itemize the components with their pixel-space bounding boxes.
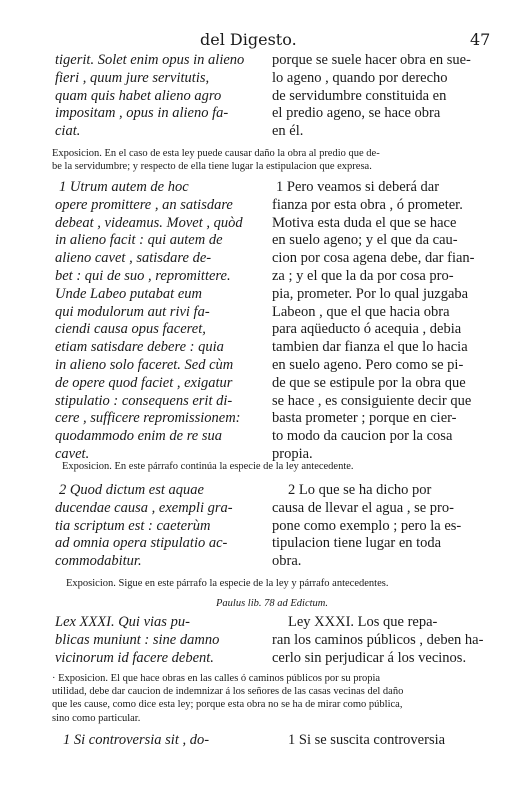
latin-text-block-4	[55, 614, 263, 667]
text-line: 2 Quod dictum est aquae	[59, 482, 204, 498]
text-line: Unde Labeo putabat eum	[55, 285, 202, 302]
exposicion-note-1	[52, 147, 492, 173]
text-line: en suelo ageno. Pero como se pi-	[272, 356, 464, 373]
latin-text-block-1	[55, 52, 263, 141]
text-line: pone como exemplo ; pero la es-	[272, 517, 462, 534]
text-line: ad omnia opera stipulatio ac-	[55, 535, 228, 552]
text-line: debeat , videamus. Movet , quòd	[55, 214, 243, 231]
text-line: 1 Pero veamos si deberá dar	[276, 179, 440, 195]
spanish-text-block-3	[272, 482, 490, 571]
latin-text-block-3	[55, 482, 263, 571]
text-line: blicas muniunt : sine damno	[55, 631, 220, 648]
text-line: etiam satisdare debere : quia	[55, 339, 224, 356]
text-line: porque se suele hacer obra en sue-	[272, 52, 471, 68]
running-header: del Digesto.	[200, 30, 297, 49]
note-line: · Exposicion. El que hace obras en las calles ó caminos públicos por su propia	[52, 673, 381, 684]
text-line: in alieno facit : qui autem de	[55, 232, 223, 249]
text-line: cavet.	[55, 445, 90, 462]
text-line: tipulacion tiene lugar en toda	[272, 535, 442, 552]
text-line: ducendae causa , exempli gra-	[55, 499, 233, 516]
note-line: Exposicion. Sigue en este párrafo la especie de la ley y párrafo antecedentes.	[66, 578, 389, 589]
text-line: 1 Si se suscita controversia	[288, 732, 446, 748]
text-line: cerlo sin perjudicar á los vecinos.	[272, 649, 467, 666]
note-line: que les cause, como dice esta ley; porque esta obra no se ha de mirar como pública,	[52, 699, 403, 711]
text-line: el predio ageno, se hace obra	[272, 105, 441, 122]
note-line: be la servidumbre; y respecto de ella tiene lugar la estipulacion que expresa.	[52, 161, 372, 173]
text-line: basta prometer ; porque en cier-	[272, 410, 457, 427]
text-line: vicinorum id facere debent.	[55, 649, 214, 666]
text-line: commodabitur.	[55, 553, 142, 570]
note-line: utilidad, debe dar caucion de indemnizar á los señores de las casas vecinas del daño	[52, 686, 404, 698]
text-line: fieri , quum jure servitutis,	[55, 69, 210, 86]
text-line: se hace , es consiguiente decir que	[272, 392, 472, 409]
latin-text-block-2	[55, 179, 263, 464]
text-line: pia, prometer. Por lo qual juzgaba	[272, 285, 469, 302]
text-line: Motiva esta duda el que se hace	[272, 214, 457, 231]
text-line: Ley XXXI. Los que repa-	[288, 614, 438, 630]
text-line: cion por cosa agena debe, dar fian-	[272, 250, 475, 267]
spanish-text-block-1	[272, 52, 490, 141]
text-line: de opere quod faciet , exigatur	[55, 374, 233, 391]
source-citation: Paulus lib. 78 ad Edictum.	[216, 598, 328, 609]
spanish-text-block-2	[272, 179, 490, 464]
text-line: en suelo ageno; y el que da cau-	[272, 232, 458, 249]
text-line: za ; y el que la da por cosa pro-	[272, 267, 454, 284]
text-line: en él.	[272, 123, 304, 140]
note-line: Exposicion. En el caso de esta ley puede causar daño la obra al predio que de-	[52, 148, 380, 159]
text-line: alieno cavet , satisdare de-	[55, 250, 212, 267]
text-line: in alieno solo faceret. Sed cùm	[55, 356, 234, 373]
text-line: propia.	[272, 445, 313, 462]
text-line: causa de llevar el agua , se pro-	[272, 499, 454, 516]
text-line: de que se estipule por la obra que	[272, 374, 466, 391]
text-line: stipulatio : consequens erit di-	[55, 392, 233, 409]
text-line: para aqüeducto ó acequia , debia	[272, 321, 462, 338]
text-line: quam quis habet alieno agro	[55, 87, 222, 104]
text-line: 1 Utrum autem de hoc	[59, 179, 189, 195]
text-line: impositam , opus in alieno fa-	[55, 105, 229, 122]
text-line: Lex XXXI. Qui vias pu-	[55, 614, 190, 630]
text-line: de servidumbre constituida en	[272, 87, 447, 104]
text-line: qui modulorum aut rivi fa-	[55, 303, 210, 320]
exposicion-note-4	[52, 672, 497, 725]
note-line: sino como particular.	[52, 712, 141, 724]
text-line: bet : qui de suo , repromittere.	[55, 267, 231, 284]
text-line: obra.	[272, 553, 302, 570]
text-line: ciendi causa opus faceret,	[55, 321, 206, 338]
text-line: ran los caminos públicos , deben ha-	[272, 631, 484, 648]
text-line: lo ageno , quando por derecho	[272, 69, 448, 86]
text-line: 2 Lo que se ha dicho por	[288, 482, 432, 498]
text-line: cere , sufficere repromissionem:	[55, 410, 241, 427]
text-line: tambien dar fianza el que lo hacia	[272, 339, 468, 356]
text-line: Labeon , que el que hacia obra	[272, 303, 450, 320]
text-line: tia scriptum est : caeterùm	[55, 517, 211, 534]
exposicion-note-2	[62, 460, 492, 473]
spanish-text-block-4	[272, 614, 490, 667]
text-line: quodammodo enim de re sua	[55, 428, 222, 445]
latin-text-block-5	[55, 732, 263, 750]
text-line: 1 Si controversia sit , do-	[63, 732, 210, 748]
text-line: opere promittere , an satisdare	[55, 196, 233, 213]
text-line: to modo da caucion por la cosa	[272, 428, 453, 445]
text-line: fianza por esta obra , ó prometer.	[272, 196, 463, 213]
text-line: ciat.	[55, 123, 81, 140]
page-number: 47	[470, 30, 491, 49]
exposicion-note-3	[66, 577, 496, 590]
note-line: Exposicion. En este párrafo continúa la especie de la ley antecedente.	[62, 461, 354, 472]
text-line: tigerit. Solet enim opus in alieno	[55, 52, 245, 68]
spanish-text-block-5	[272, 732, 490, 750]
